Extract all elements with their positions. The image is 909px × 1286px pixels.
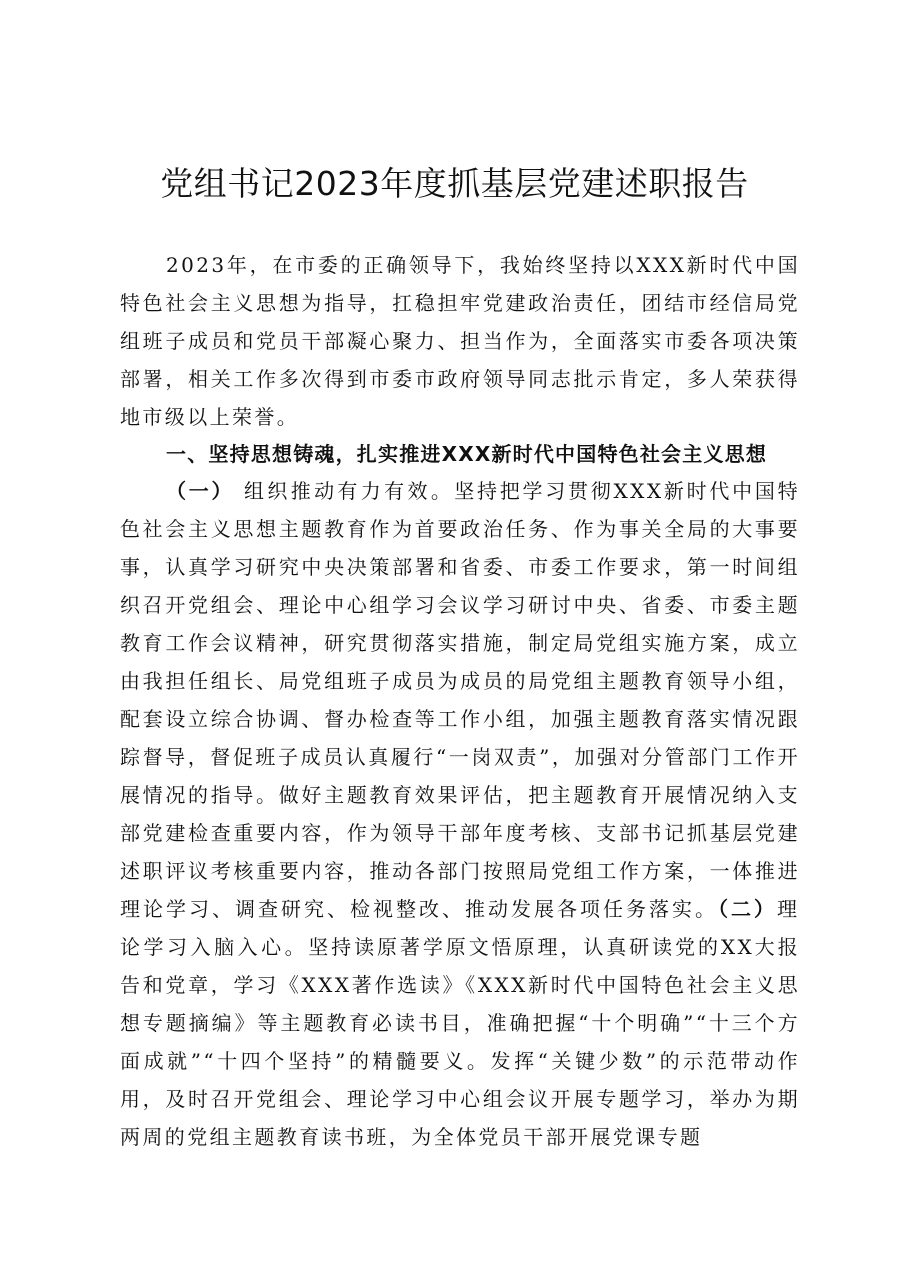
document-title: 党组书记2023年度抓基层党建述职报告 [160,164,749,203]
section-heading: 一、坚持思想铸魂，扎实推进XXX新时代中国特色社会主义思想 [166,442,768,466]
subsection-2-text: 坚持读原著学原文悟原理，认真研读党的XX大报告和党章，学习《XXX著作选读》《XXX新时代中国特色社会主义思想专题摘编》等主题教育必读书目，准确把握“十个明确”“十三个方面成就”“十四个坚持”的精髓要义。发挥“关键少数”的示范带动作用，及时召开党组会、理论学习中心组会议开展专题学习，举办为期两周的党组主题教育读书班，为全体党员干部开展党课专题 [120,935,801,1149]
document-body [120,246,800,1156]
intro-paragraph: 2023年，在市委的正确领导下，我始终坚持以XXX新时代中国特色社会主义思想为指导，扛稳担牢党建政治责任，团结市经信局党组班子成员和党员干部凝心聚力、担当作为，全面落实市委各项决策部署，相关工作多次得到市委市政府领导同志批示肯定，多人荣获得地市级以上荣誉。 [120,253,800,429]
subsection-1-title: 组织推动有力有效。 [234,479,455,503]
subsection-2-title: 理论学习入脑入心。 [120,897,800,959]
subsection-2-mark: （二） [718,897,777,921]
subsection-1-text: 坚持把学习贯彻XXX新时代中国特色社会主义思想主题教育作为首要政治任务、作为事关全局的大事要事，认真学习研究中央决策部署和省委、市委工作要求，第一时间组织召开党组会、理论中心组学习会议学习研讨中央、省委、市委主题教育工作会议精神，研究贯彻落实措施，制定局党组实施方案，成立由我担任组长、局党组班子成员为成员的局党组主题教育领导小组，配套设立综合协调、督办检查等工作小组，加强主题教育落实情况跟踪督导，督促班子成员认真履行“一岗双责”，加强对分管部门工作开展情况的指导。做好主题教育效果评估，把主题教育开展情况纳入支部党建检查重要内容，作为领导干部年度考核、支部书记抓基层党建述职评议考核重要内容，推动各部门按照局党组工作方案，一体推进理论学习、调查研究、检视整改、推动发展各项任务落实。 [120,479,801,921]
subsection-1-mark: （一） [166,479,235,503]
section-paragraph [120,472,800,1156]
